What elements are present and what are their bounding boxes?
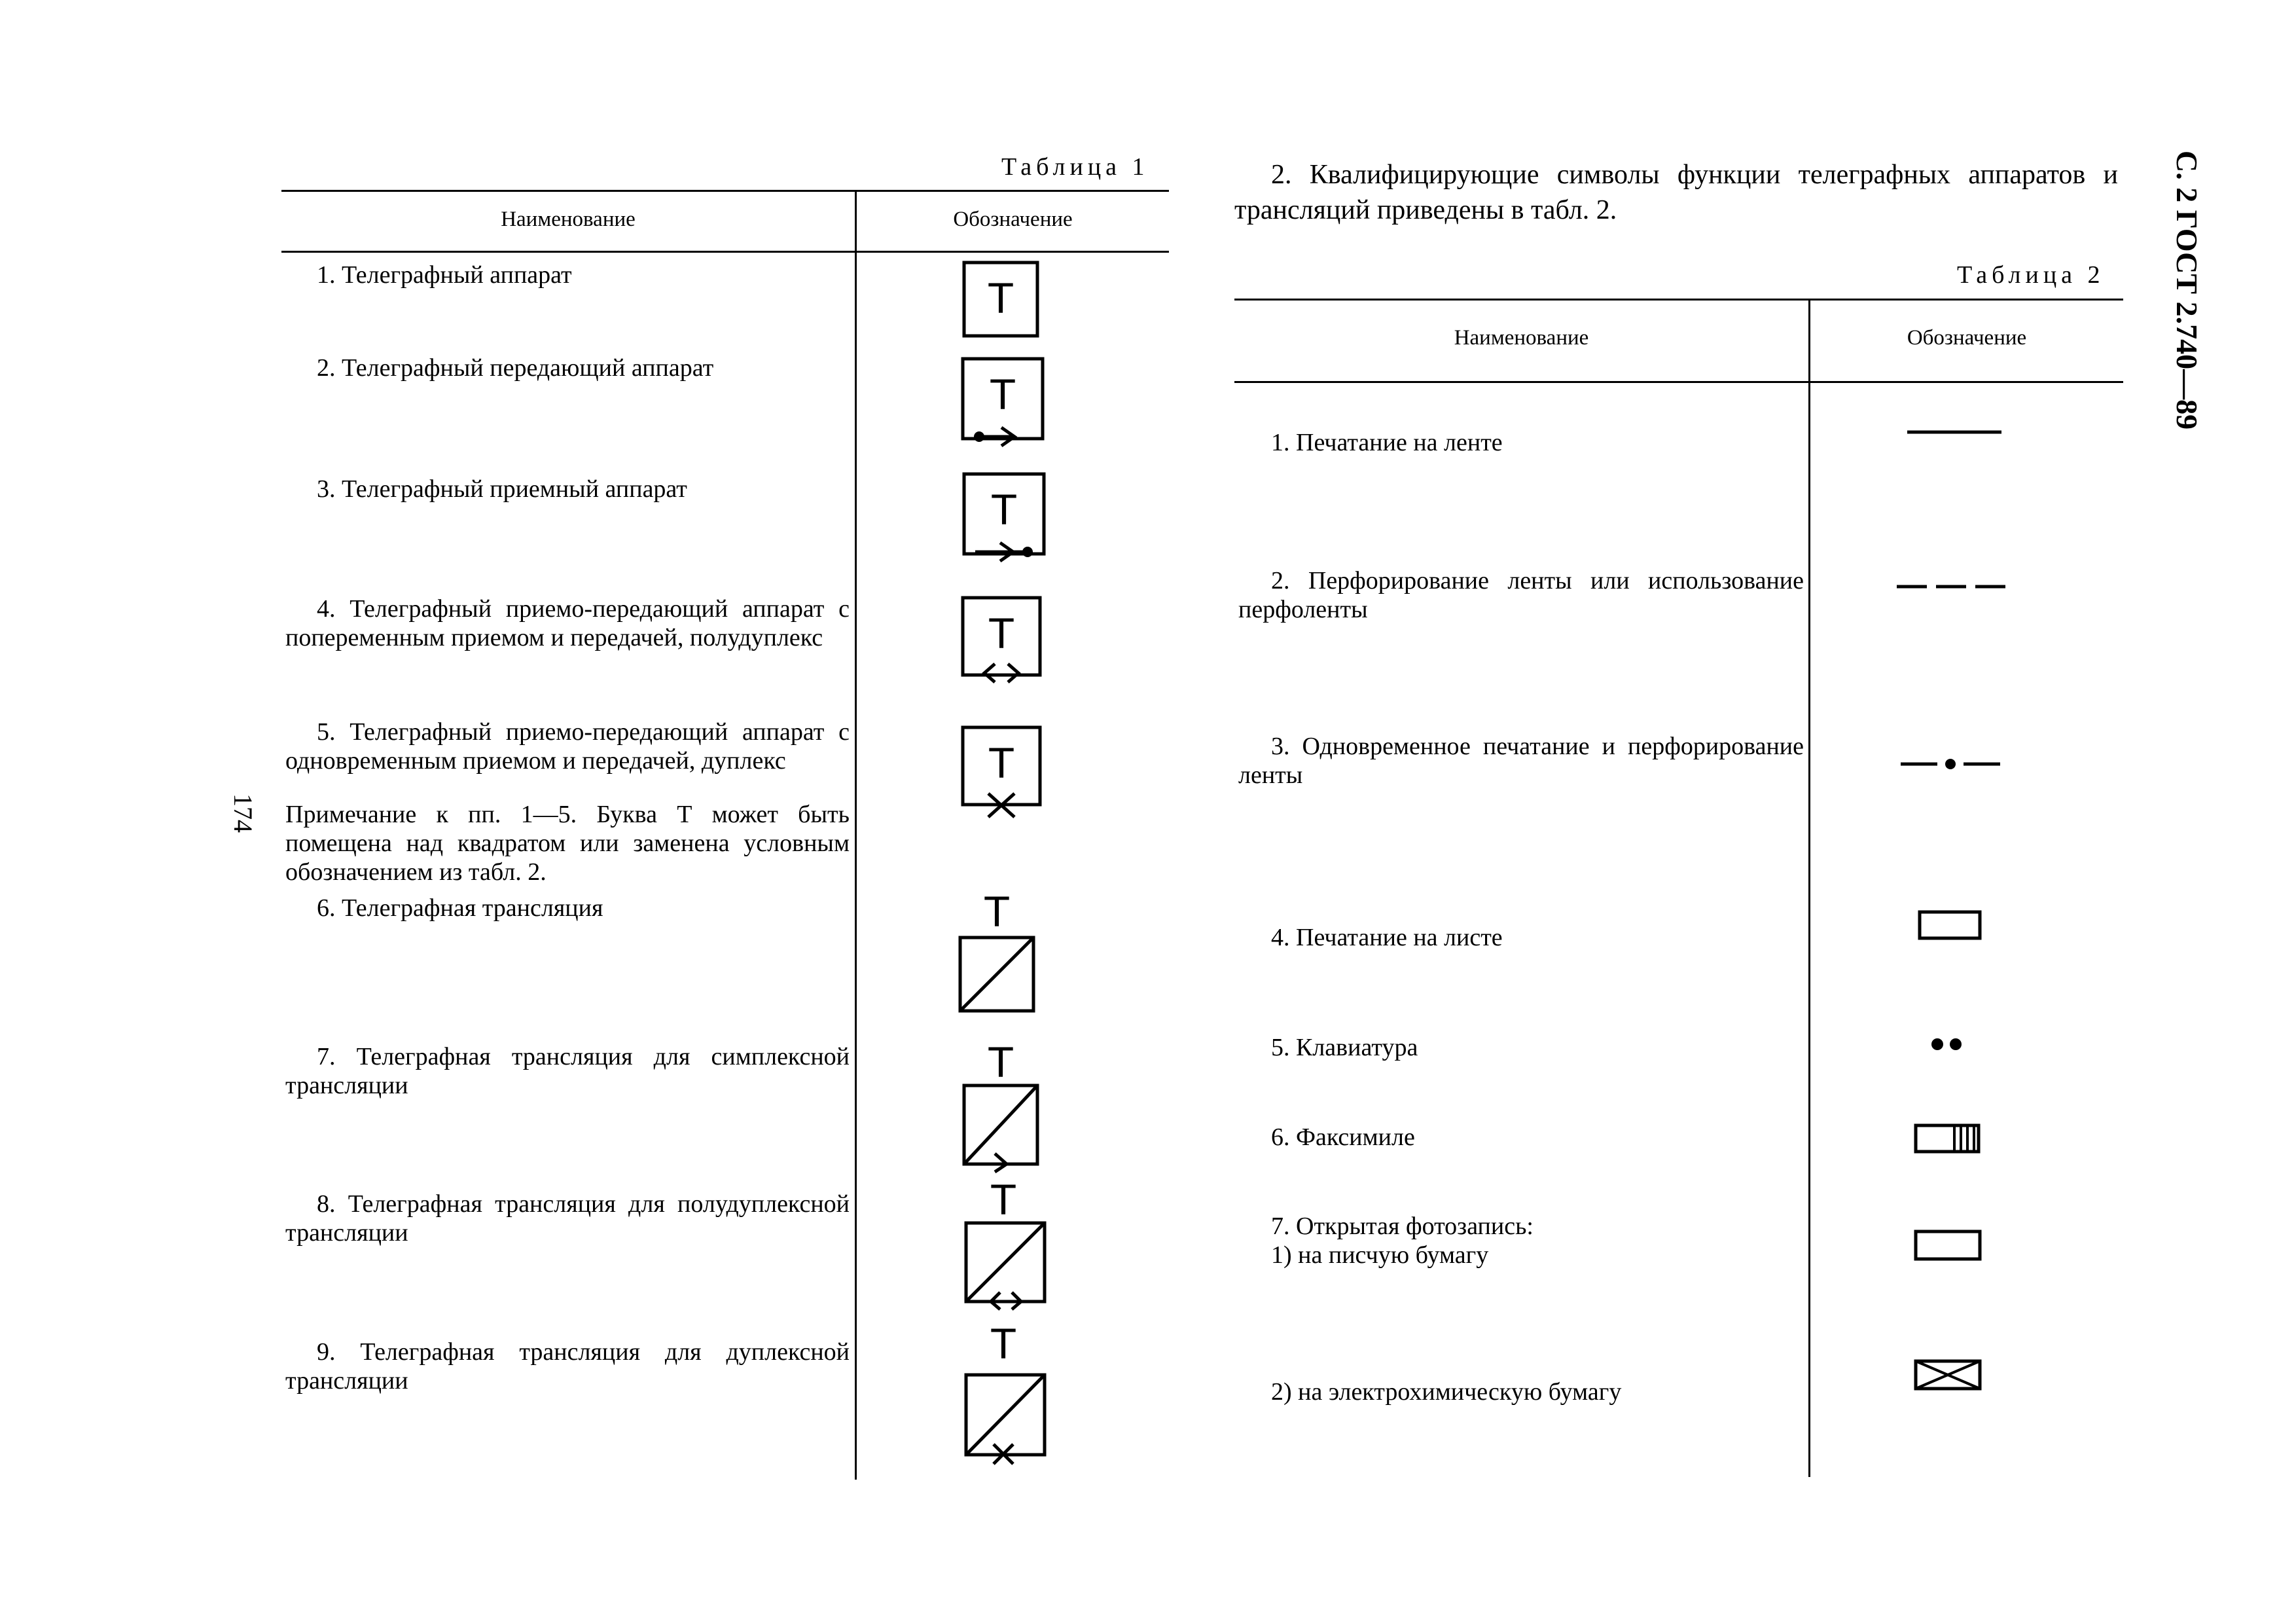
svg-text:Т: Т <box>990 1175 1017 1224</box>
running-header: С. 2 ГОСТ 2.740—89 <box>2170 151 2204 430</box>
telegraph-apparatus-symbol <box>962 261 1047 342</box>
svg-text:Т: Т <box>990 1319 1017 1368</box>
tape-perforation-symbol <box>1897 580 2008 593</box>
telegraph-half-duplex-relay-symbol <box>962 1175 1054 1309</box>
telegraph-receiver-symbol <box>962 472 1054 564</box>
table1-row-2: 2. Телеграфный передающий аппарат <box>317 354 714 382</box>
photo-record-electrochemical-paper-symbol <box>1914 1359 1986 1392</box>
table2-header-rule <box>1234 381 2123 383</box>
intro-paragraph: 2. Квалифицирующие символы функции телеграфных аппаратов и трансляций приведены в табл. 2. <box>1234 160 2118 225</box>
telegraph-relay-symbol <box>956 887 1047 1015</box>
table2-row-7-1: 1) на писчую бумагу <box>1271 1241 1489 1269</box>
svg-text:Т: Т <box>988 609 1015 657</box>
table2-col-symbol: Обозначение <box>1907 326 2027 350</box>
table1-caption: Таблица 1 <box>1001 153 1149 181</box>
table1-row-4: 4. Телеграфный приемо-передающий аппарат с попеременным приемом и передачей, полудуплекс <box>285 595 850 651</box>
table1-row-5: 5. Телеграфный приемо-передающий аппарат с одновременным приемом и передачей, дуплекс <box>285 718 850 775</box>
svg-text:Т: Т <box>988 739 1015 787</box>
table1-col-name: Наименование <box>501 208 636 231</box>
table1-row-8: 8. Телеграфная трансляция для полудуплексной трансляции <box>285 1190 850 1247</box>
svg-text:Т: Т <box>983 887 1011 936</box>
page-number: 174 <box>228 793 258 833</box>
tape-printing-symbol <box>1907 426 2005 439</box>
table1-row-7: 7. Телеграфная трансляция для симплексной трансляции <box>285 1043 850 1099</box>
table2-row-3: 3. Одновременное печатание и перфорирование ленты <box>1238 733 1804 789</box>
table2-top-rule <box>1234 299 2123 301</box>
table2-column-divider <box>1808 299 1810 1477</box>
table2-col-name: Наименование <box>1454 326 1589 350</box>
svg-text:Т: Т <box>990 485 1018 534</box>
table2-caption: Таблица 2 <box>1957 261 2105 289</box>
table1-header-rule <box>281 251 1169 253</box>
table2-row-2: 2. Перфорирование ленты или использование перфоленты <box>1238 567 1804 623</box>
table1-row-6: 6. Телеграфная трансляция <box>317 894 603 922</box>
telegraph-duplex-relay-symbol <box>962 1319 1054 1467</box>
table2-row-1: 1. Печатание на ленте <box>1271 429 1503 456</box>
table2-row-6: 6. Факсимиле <box>1271 1123 1415 1151</box>
printing-and-perforation-symbol <box>1901 754 2005 774</box>
table2-row-7: 7. Открытая фотозапись: <box>1271 1213 1534 1240</box>
photo-record-plain-paper-symbol <box>1914 1230 1986 1262</box>
telegraph-transmitter-symbol <box>961 357 1052 448</box>
table1-row-9: 9. Телеграфная трансляция для дуплексной трансляции <box>285 1338 850 1395</box>
facsimile-symbol <box>1914 1123 1986 1156</box>
table1-row-1: 1. Телеграфный аппарат <box>317 261 572 289</box>
table1-top-rule <box>281 190 1169 192</box>
telegraph-half-duplex-symbol <box>961 596 1052 687</box>
keyboard-symbol <box>1929 1034 1969 1054</box>
telegraph-duplex-symbol <box>961 725 1052 824</box>
svg-text:Т: Т <box>987 1038 1014 1086</box>
table2-row-5: 5. Клавиатура <box>1271 1034 1418 1061</box>
sheet-printing-symbol <box>1918 910 1983 943</box>
table1-row-3: 3. Телеграфный приемный аппарат <box>317 475 687 503</box>
svg-text:Т: Т <box>989 370 1016 418</box>
table1-note: Примечание к пп. 1—5. Буква Т может быть помещена над квадратом или заменена условным обозначением из табл. 2. <box>285 801 850 886</box>
table2-row-7-2: 2) на электрохимическую бумагу <box>1271 1378 1622 1406</box>
table1-column-divider <box>855 190 857 1480</box>
telegraph-simplex-relay-symbol <box>960 1038 1051 1172</box>
table1-col-symbol: Обозначение <box>953 208 1073 231</box>
table2-row-4: 4. Печатание на листе <box>1271 924 1503 951</box>
svg-text:Т: Т <box>987 274 1014 322</box>
